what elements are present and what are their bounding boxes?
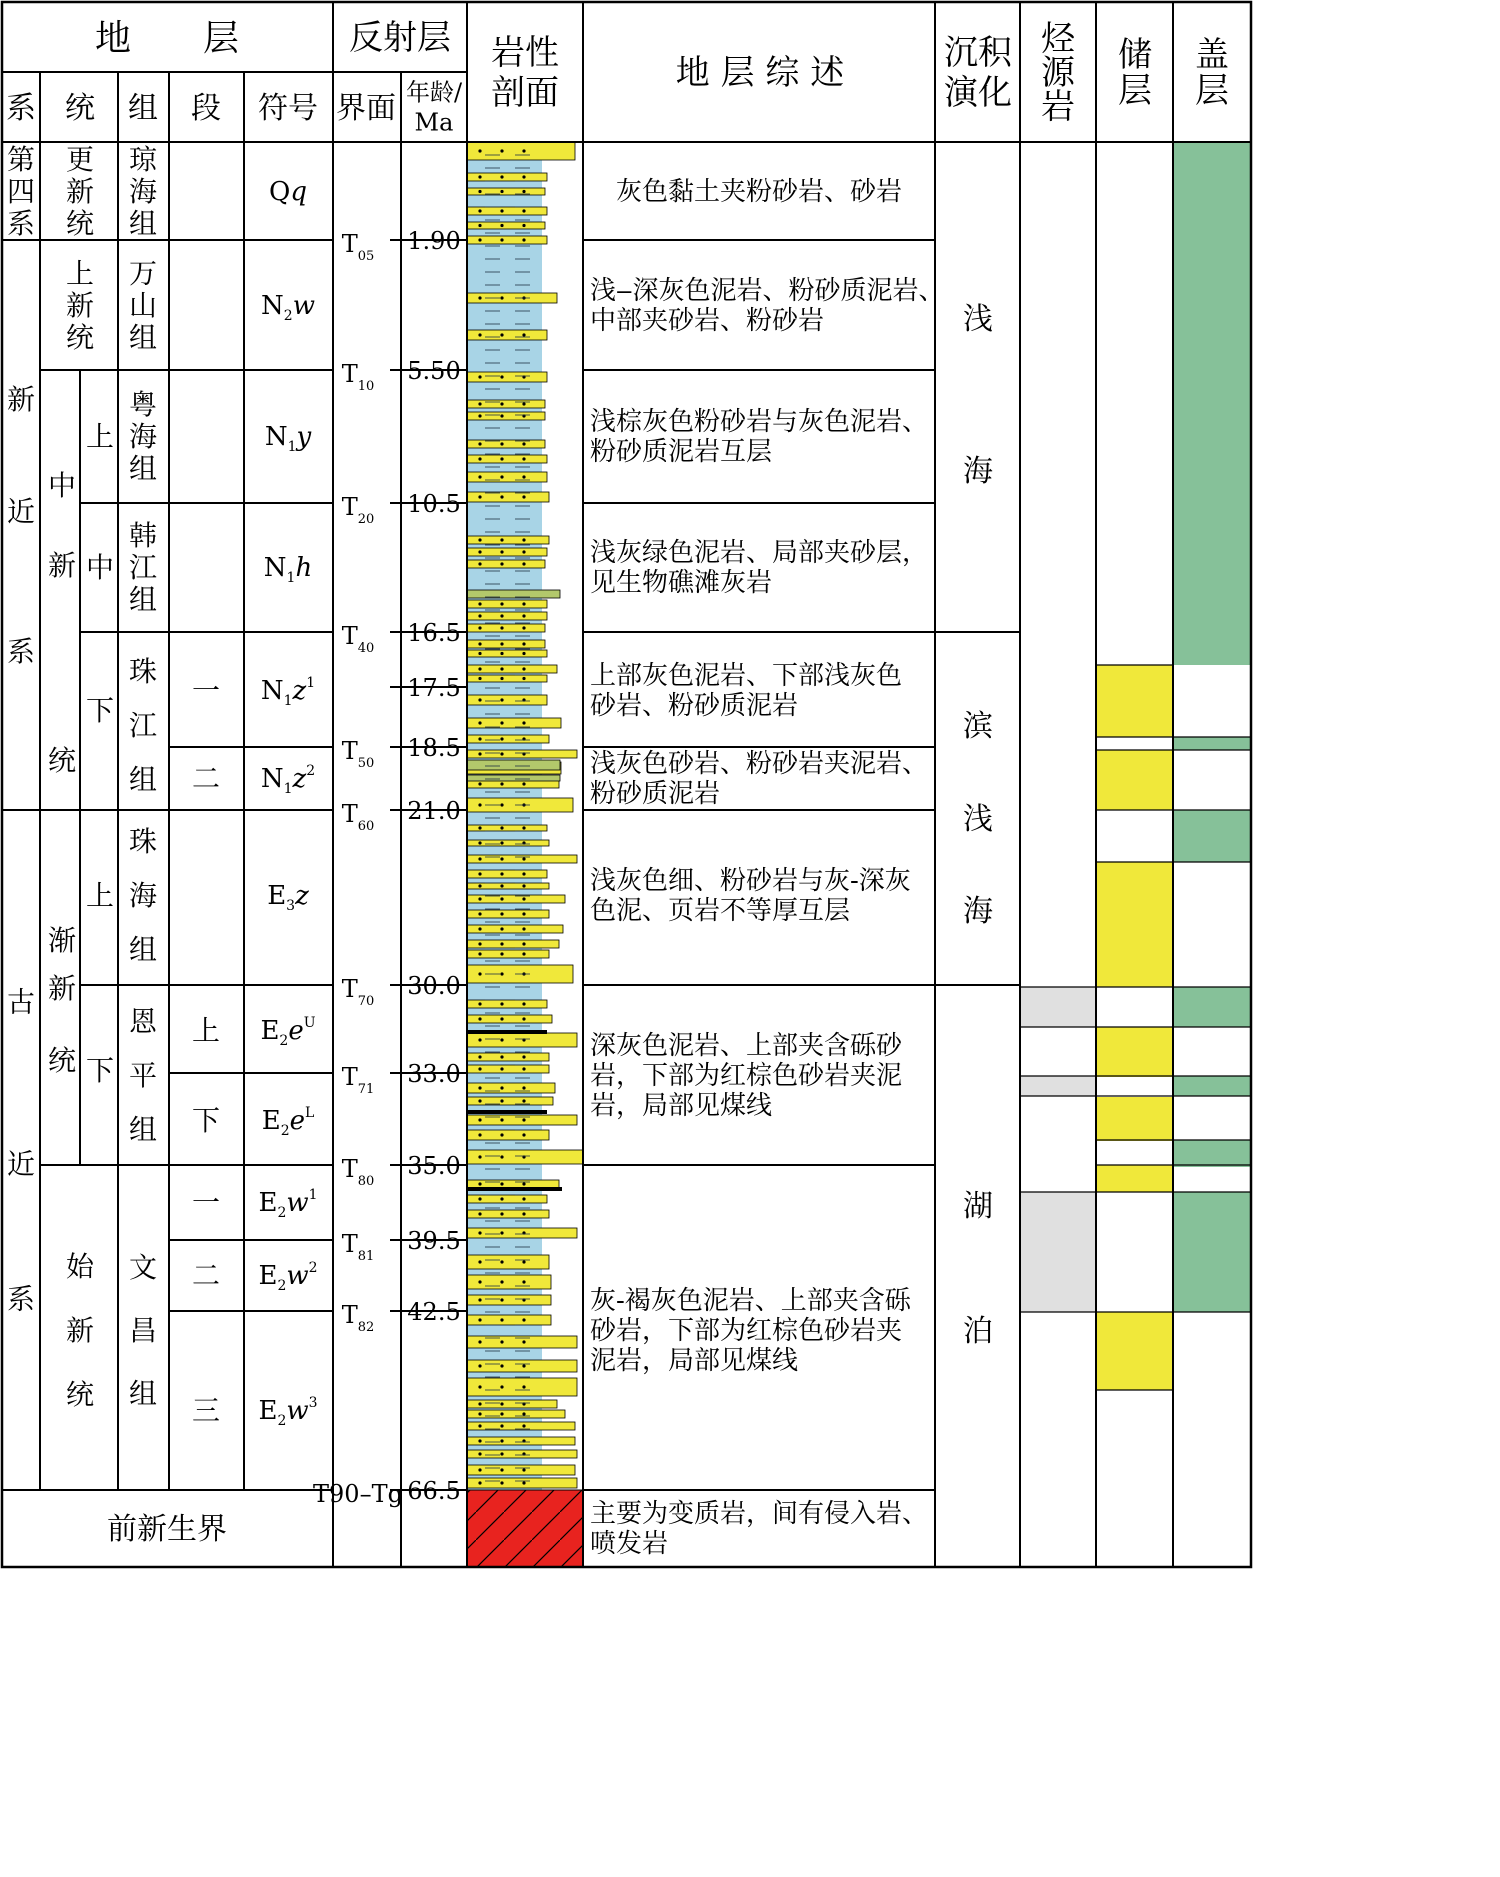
- subseries-upper: 上: [85, 420, 115, 454]
- stratum-summary: 浅‒深灰色泥岩、粉砂质泥岩、中部夹砂岩、粉砂岩: [590, 276, 945, 336]
- cap-rock-interval: [1173, 737, 1251, 750]
- stratum-summary: 灰-褐灰色泥岩、上部夹含砾砂岩，下部为红棕色砂岩夹泥岩，局部见煤线: [590, 1286, 911, 1376]
- environment-label: 湖: [963, 1188, 993, 1224]
- stratum-symbol: $N_1h$: [263, 553, 313, 586]
- sandstone-layer: [467, 1360, 577, 1372]
- coal-seam: [467, 1030, 547, 1034]
- environment-label: 浅: [963, 801, 993, 837]
- header-system: 系: [6, 90, 36, 126]
- cap-rock-interval: [1173, 1076, 1251, 1096]
- age-value: 18.5: [407, 734, 461, 762]
- sandstone-layer: [467, 142, 575, 160]
- sandstone-layer: [467, 1450, 577, 1458]
- stratum-symbol: Qq: [269, 177, 307, 207]
- cap-rock-interval: [1173, 810, 1251, 862]
- age-value: 42.5: [407, 1298, 461, 1326]
- source-rock-interval: [1020, 1076, 1096, 1096]
- stratum-symbol: $E_2e^L$: [261, 1105, 315, 1139]
- header-reservoir: 储层: [1118, 35, 1152, 112]
- series-miocene-tail: 统: [47, 744, 77, 778]
- header-summary: 地 层 综 述: [675, 53, 845, 94]
- age-value: 35.0: [407, 1152, 461, 1180]
- reservoir-interval: [1096, 665, 1173, 737]
- sandstone-layer: [467, 1437, 575, 1445]
- limestone-layer: [467, 775, 560, 781]
- reservoir-interval: [1096, 750, 1173, 810]
- reflector-label: $T_{20}$: [341, 493, 375, 527]
- member-name: 下: [191, 1104, 221, 1138]
- header-lithology: 岩性剖面: [491, 33, 559, 114]
- reflector-label: $T_{82}$: [341, 1301, 375, 1335]
- formation-name: 珠江组: [128, 655, 158, 797]
- system-paleogene: 古近系: [6, 985, 36, 1316]
- environment-label: 泊: [963, 1313, 993, 1349]
- stratum-summary: 上部灰色泥岩、下部浅灰色砂岩、粉砂质泥岩: [590, 661, 903, 721]
- header-reflector: 反射层: [349, 18, 451, 59]
- environment-label: 滨: [963, 708, 993, 744]
- member-name: 上: [191, 1014, 221, 1048]
- subseries-lower: 下: [85, 1054, 115, 1088]
- member-name: 二: [191, 762, 221, 796]
- reflector-label: T90–Tg: [313, 1480, 403, 1508]
- limestone-layer: [467, 760, 560, 770]
- header-sedimentary: 沉积演化: [944, 33, 1012, 114]
- source-rock-interval: [1020, 1192, 1096, 1312]
- formation-name: 韩江组: [128, 519, 158, 617]
- table-text: [6, 18, 1229, 1559]
- header-cap-rock: 盖层: [1195, 35, 1229, 112]
- header-source-rock: 烃源岩: [1041, 19, 1075, 128]
- age-value: 5.50: [407, 357, 461, 385]
- formation-name: 万山组: [128, 257, 158, 355]
- reservoir-interval: [1096, 862, 1173, 987]
- reservoir-interval: [1096, 1027, 1173, 1077]
- sandstone-layer: [467, 1228, 577, 1238]
- sandstone-layer: [467, 1378, 577, 1396]
- sandstone-layer: [467, 855, 577, 863]
- reflector-label: $T_{05}$: [341, 230, 375, 264]
- series-oligocene: 渐新统: [47, 924, 77, 1078]
- sandstone-layer: [467, 1033, 577, 1047]
- limestone-layer: [467, 590, 560, 598]
- header-member: 段: [191, 90, 221, 126]
- sandstone-layer: [467, 1465, 575, 1475]
- age-value: 17.5: [407, 674, 461, 702]
- stratum-symbol: $E_2w^3$: [258, 1395, 318, 1429]
- series-pleistocene: 更新统: [65, 143, 95, 241]
- stratum-symbol: $N_1z^1$: [260, 675, 316, 709]
- basement-hatch: [467, 1490, 583, 1567]
- coal-seam: [467, 1187, 562, 1191]
- stratum-symbol: $N_1z^2$: [260, 763, 316, 797]
- stratum-symbol: $E_2e^U$: [260, 1015, 316, 1049]
- formation-name: 恩平组: [128, 1005, 158, 1147]
- reflector-label: $T_{71}$: [341, 1063, 375, 1097]
- reflector-label: $T_{70}$: [341, 975, 375, 1009]
- age-value: 33.0: [407, 1060, 461, 1088]
- reflector-label: $T_{40}$: [341, 622, 375, 656]
- age-value: 1.90: [407, 227, 461, 255]
- age-value: 16.5: [407, 619, 461, 647]
- header-interface: 界面: [336, 90, 396, 126]
- header-age: 年龄/ Ma: [405, 78, 463, 137]
- age-value: 30.0: [407, 972, 461, 1000]
- reflector-label: $T_{10}$: [341, 360, 375, 394]
- reflector-label: $T_{50}$: [341, 737, 375, 771]
- header-symbol: 符号: [258, 90, 318, 126]
- environment-label: 海: [963, 893, 993, 929]
- sandstone-layer: [467, 1478, 577, 1488]
- reservoir-interval: [1096, 1312, 1173, 1390]
- stratum-symbol: $E_2w^2$: [258, 1260, 318, 1294]
- stratum-summary: 深灰色泥岩、上部夹含砾砂岩，下部为红棕色砂岩夹泥岩，局部见煤线: [590, 1031, 903, 1121]
- system-neogene: 新近系: [6, 383, 36, 669]
- sandstone-layer: [467, 1115, 577, 1125]
- stratum-summary: 主要为变质岩，间有侵入岩、喷发岩: [590, 1499, 929, 1559]
- series-eocene: 始新统: [65, 1250, 95, 1412]
- cap-rock-interval: [1173, 142, 1251, 665]
- stratum-symbol: $E_3z$: [267, 881, 309, 914]
- stratum-summary: 浅灰绿色泥岩、局部夹砂层，见生物礁滩灰岩: [590, 538, 929, 598]
- property-columns: [1020, 142, 1251, 1390]
- member-name: 一: [191, 1186, 221, 1220]
- member-name: 二: [191, 1259, 221, 1293]
- age-value: 66.5: [407, 1477, 461, 1505]
- reflector-label: $T_{81}$: [341, 1230, 375, 1264]
- header-formation: 组: [128, 90, 158, 126]
- subseries-upper: 上: [85, 879, 115, 913]
- formation-name: 文昌组: [128, 1251, 158, 1411]
- stratum-symbol: $N_2w$: [261, 291, 315, 324]
- pre-cenozoic: 前新生界: [107, 1511, 227, 1547]
- age-value: 21.0: [407, 797, 461, 825]
- formation-name: 珠海组: [128, 825, 158, 967]
- stratum-symbol: $N_1y$: [264, 422, 312, 455]
- age-value: 39.5: [407, 1227, 461, 1255]
- reflector-label: $T_{80}$: [341, 1155, 375, 1189]
- header-series: 统: [65, 90, 95, 126]
- stratum-summary: 灰色黏土夹粉砂岩、砂岩: [615, 177, 903, 207]
- reflector-label: $T_{60}$: [341, 800, 375, 834]
- stratum-summary: 浅灰色砂岩、粉砂岩夹泥岩、粉砂质泥岩: [590, 749, 929, 809]
- age-value: 10.5: [407, 490, 461, 518]
- lithology-profile: [467, 142, 583, 1567]
- formation-name: 琼海组: [128, 143, 158, 241]
- cap-rock-interval: [1173, 1192, 1251, 1312]
- source-rock-interval: [1020, 987, 1096, 1027]
- environment-label: 海: [963, 453, 993, 489]
- header-stratum: 地 层: [94, 17, 240, 59]
- formation-name: 粤海组: [128, 388, 158, 486]
- subseries-lower: 下: [85, 694, 115, 728]
- sandstone-layer: [467, 750, 577, 758]
- member-name: 三: [191, 1394, 221, 1428]
- series-miocene: 中新: [47, 469, 77, 583]
- member-name: 一: [191, 674, 221, 708]
- system-quaternary: 第四系: [6, 143, 36, 241]
- reservoir-interval: [1096, 1097, 1173, 1141]
- environment-label: 浅: [963, 301, 993, 337]
- cap-rock-interval: [1173, 987, 1251, 1027]
- cap-rock-interval: [1173, 1140, 1251, 1167]
- stratum-summary: 浅棕灰色粉砂岩与灰色泥岩、粉砂质泥岩互层: [590, 407, 929, 467]
- stratum-summary: 浅灰色细、粉砂岩与灰-深灰色泥、页岩不等厚互层: [590, 866, 911, 926]
- series-pliocene: 上新统: [65, 257, 95, 355]
- reservoir-interval: [1096, 1165, 1173, 1192]
- stratum-symbol: $E_2w^1$: [258, 1187, 318, 1221]
- subseries-middle: 中: [85, 551, 115, 585]
- coal-seam: [467, 1110, 547, 1114]
- sandstone-layer: [467, 1410, 565, 1418]
